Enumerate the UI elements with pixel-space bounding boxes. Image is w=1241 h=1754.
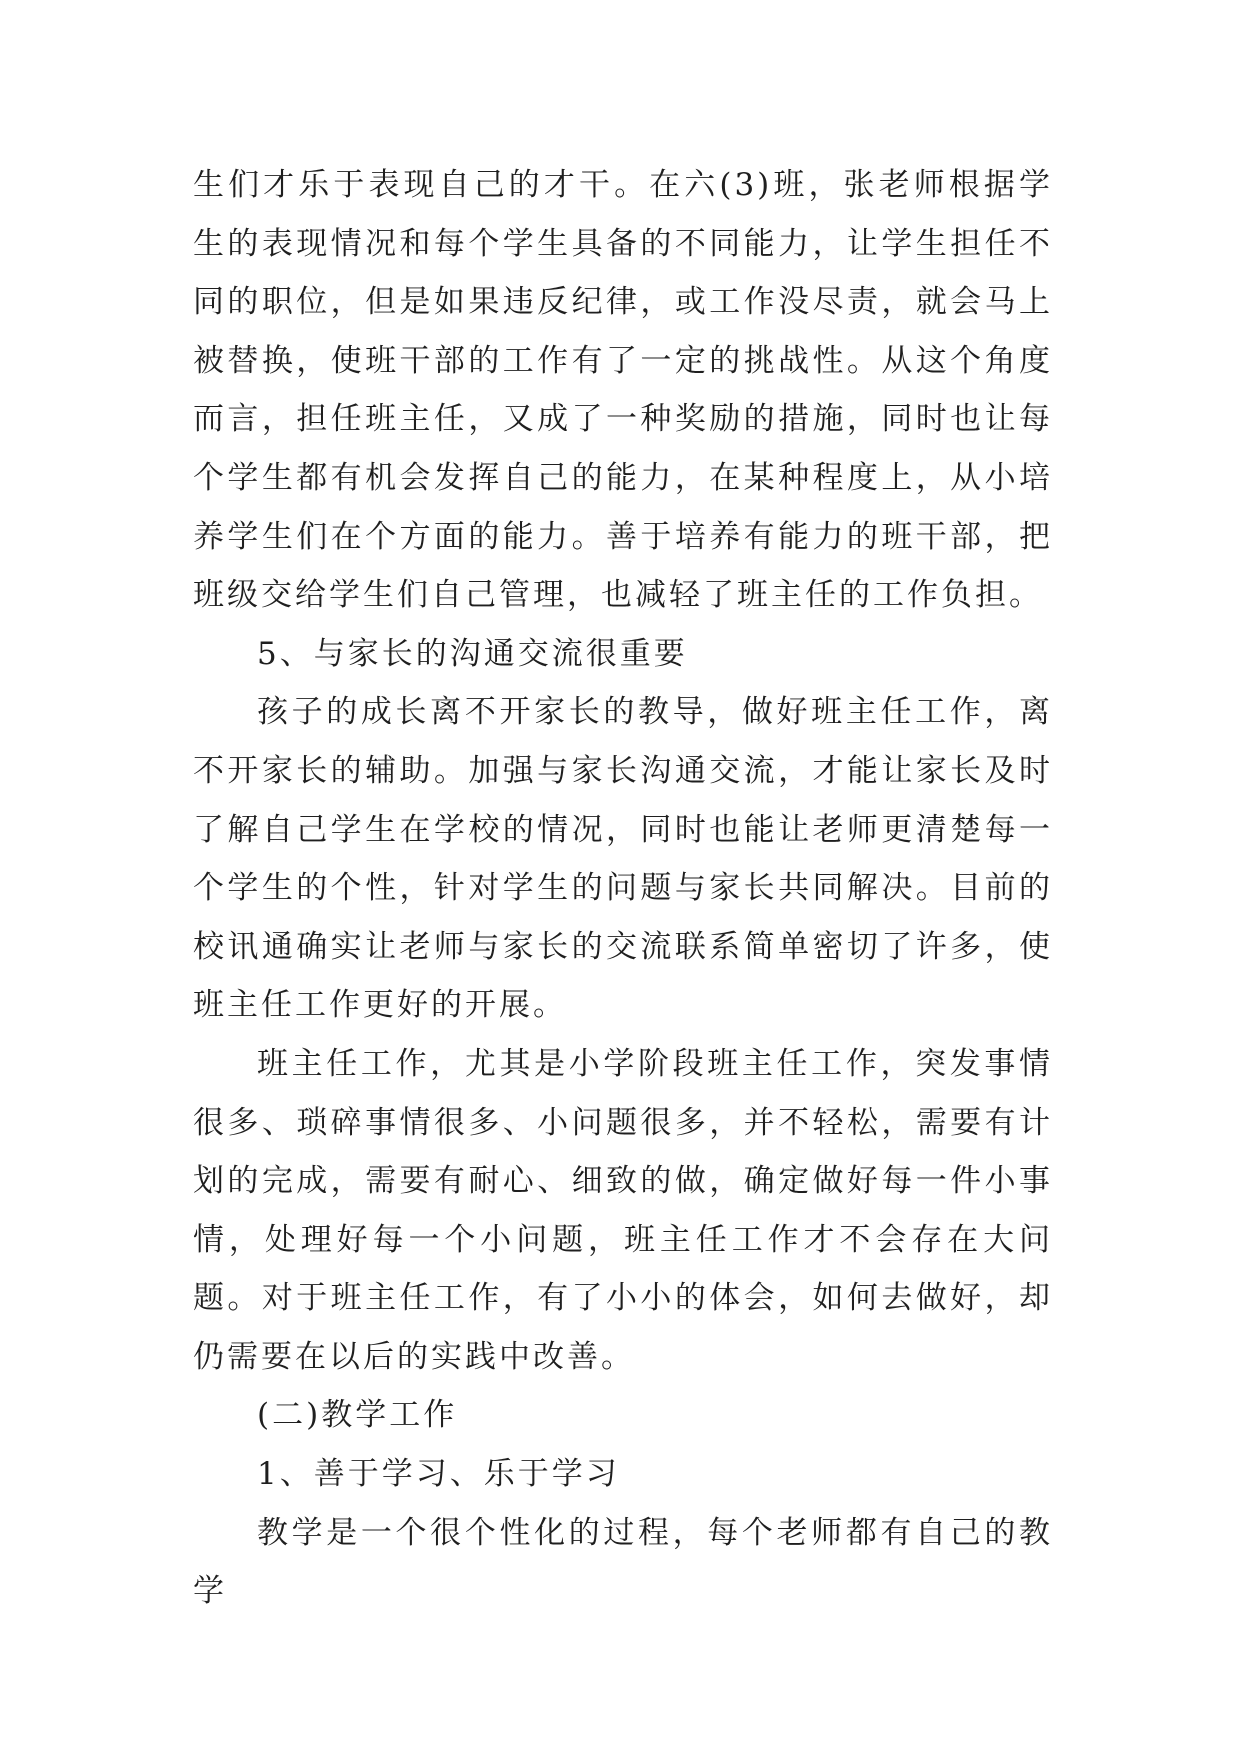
document-page — [193, 156, 1053, 1621]
heading-learning: 1、善于学习、乐于学习 — [257, 1456, 620, 1493]
paragraph-class-cadre: 生们才乐于表现自己的才干。在六(3)班，张老师根据学生的表现情况和每个学生具备的不同能力，让学生担任不同的职位，但是如果违反纪律，或工作没尽责，就会马上被替换，使班干部的工作有了一定的挑战性。从这个角度而言，担任班主任，又成了一种奖励的措施，同时也让每个学生都有机会发挥自己的能力，在某种程度上，从小培养学生们在个方面的能力。善于培养有能力的班干部，把班级交给学生们自己管理，也减轻了班主任的工作负担。 — [193, 167, 1053, 614]
heading-teaching-work: (二)教学工作 — [257, 1397, 458, 1434]
heading-parent-communication: 5、与家长的沟通交流很重要 — [257, 635, 688, 672]
paragraph-teaching-process: 教学是一个很个性化的过程，每个老师都有自己的教学 — [193, 1514, 1053, 1610]
paragraph-class-teacher-summary: 班主任工作，尤其是小学阶段班主任工作，突发事情很多、琐碎事情很多、小问题很多，并不轻松，需要有计划的完成，需要有耐心、细致的做，确定做好每一件小事情，处理好每一个小问题，班主任工作才不会存在大问题。对于班主任工作，有了小小的体会，如何去做好，却仍需要在以后的实践中改善。 — [193, 1045, 1053, 1375]
paragraph-parent-communication: 孩子的成长离不开家长的教导，做好班主任工作，离不开家长的辅助。加强与家长沟通交流，才能让家长及时了解自己学生在学校的情况，同时也能让老师更清楚每一个学生的个性，针对学生的问题与家长共同解决。目前的校讯通确实让老师与家长的交流联系简单密切了许多，使班主任工作更好的开展。 — [193, 694, 1053, 1024]
